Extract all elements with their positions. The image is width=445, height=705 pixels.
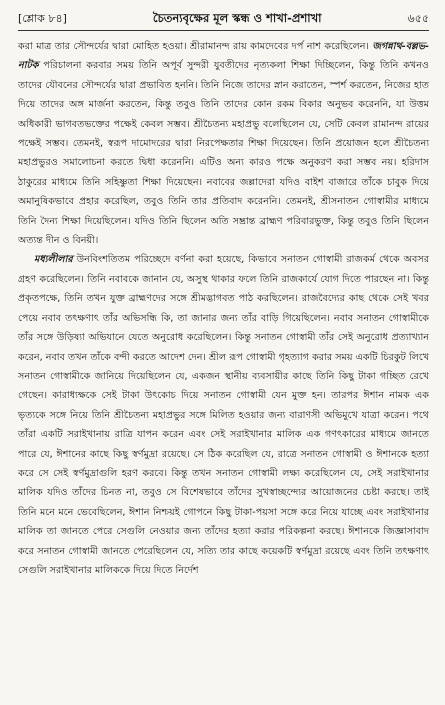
paragraph-2 <box>18 250 429 580</box>
body-text <box>18 37 429 580</box>
paragraph-2-emphasis: মধ্যলীলার <box>34 254 73 266</box>
paragraph-1-text-a: করা মাত্র তার সৌন্দর্যের দ্বারা মোহিত হওয়া। শ্রীরামানন্দ রায় কামদেবের দর্প নাশ করেছিলেন। <box>18 41 373 52</box>
header-divider <box>18 30 429 31</box>
page-number: ৬৫৫ <box>407 12 429 25</box>
paragraph-2-text-b: উনবিংশতিতম পরিচ্ছেদে বর্ণনা করা হয়েছে, কিভাবে সনাতন গোস্বামী রাজকর্ম থেকে অবসর গ্রহণ করেছিলেন। তিনি নবাবকে জানান যে, অসুস্থ থাকার ফলে তিনি রাজকার্যে যোগ দিতে পারছেন না। কিন্তু প্রকৃতপক্ষে, তিনি তখন যুক্ত ব্রাহ্মণদের সঙ্গে শ্রীমদ্ভাগবত পাঠ করছিলেন। রাজবৈদ্যের কাছ থেকে সেই খবর পেয়ে নবাব তৎক্ষণাৎ তাঁর অভিসন্ধি কি, তা জানার জন্য তাঁর বাড়ি গিয়েছিলেন। নবাব সনাতন গোস্বামীকে তাঁর সঙ্গে উড়িষ্যা অভিযানে যেতে অনুরোধ করেছিলেন। কিন্তু সনাতন গোস্বামী তাঁর সেই অনুরোধ প্রত্যাখ্যান করেন, নবাব তখন তাঁকে বন্দী করতে আদেশ দেন। শ্রীল রূপ গোস্বামী গৃহত্যাগ করার সময় একটি চিরকুট লিখে সনাতন গোস্বামীকে জানিয়ে দিয়েছিলেন যে, একজন স্থানীয় ব্যবসায়ীর কাছে তিনি কিছু টাকা গচ্ছিত রেখে গেছেন। কারাধ্যক্ষকে সেই টাকা উৎকোচ দিয়ে সনাতন গোস্বামী যেন মুক্ত হন। তারপর ঈশান নামক এক ভৃত্যকে সঙ্গে নিয়ে তিনি শ্রীচৈতন্য মহাপ্রভুর সঙ্গে মিলিত হওয়ার জন্য বারাণসী অভিমুখে যাত্রা করেন। পথে তাঁরা একটি সরাইখানায় রাত্রি যাপন করেন এবং সেই সরাইখানার মালিক এক গণৎকারের মাধ্যমে জানতে পারে যে, ঈশানের কাছে কিছু স্বর্ণমুদ্রা রয়েছে। সে ঠিক করেছিল যে, রাত্রে সনাতন গোস্বামী ও ঈশানকে হত্যা করে সে সেই স্বর্ণমুদ্রাগুলি হরণ করবে। কিন্তু তখন সনাতন গোস্বামী লক্ষ্য করেছিলেন যে, সেই সরাইখানার মালিক যদিও তাঁদের চিনত না, তবুও সে বিশেষভাবে তাঁদের সুখস্বাচ্ছন্দ্যের আয়োজনের চেষ্টা করছে। তাই তিনি মনে মনে ভেবেছিলেন, ঈশান নিশ্চয়ই গোপনে কিছু টাকা-পয়সা সঙ্গে করে নিয়ে যাচ্ছে এবং সরাইখানার মালিক তা জানতে পেরে সেগুলি নেওয়ার জন্য তাঁদের হত্যা করার পরিকল্পনা করছে। ঈশানকে জিজ্ঞাসাবাদ করে সনাতন গোস্বামী জানতে পেরেছিলেন যে, সত্যি তার কাছে কয়েকটি স্বর্ণমুদ্রা রয়েছে এবং তিনি তৎক্ষণাৎ সেগুলি সরাইখানার মালিককে দিয়ে দিতে নির্দেশ <box>18 254 429 576</box>
chapter-title: চৈতন্যবৃক্ষের মূল স্কন্ধ ও শাখা-প্রশাখা <box>152 11 322 25</box>
paragraph-1 <box>18 37 429 250</box>
paragraph-1-emphasis: জগন্নাথ-বল্লভ-নাটক <box>18 41 429 72</box>
paragraph-1-text-b: পরিচালনা করবার সময় তিনি অপূর্ব সুন্দরী যুবতীদের নৃত্যকলা শিক্ষা দিচ্ছিলেন, কিন্তু তিনি কখনও তাদের যৌবনের সৌন্দর্যের দ্বারা প্রভাবিত হননি। তিনি নিজে তাদের স্নান করাতেন, স্পর্শ করতেন, নিজের হাত দিয়ে তাদের অঙ্গ মার্জনা করতেন, কিন্তু তবুও তিনি তাদের কোন রকম বিকার অনুভব করেননি, যা উত্তম অধিকারী ভাগবতভক্তের পক্ষেই কেবল সম্ভব। শ্রীচৈতন্য মহাপ্রভু বলেছিলেন যে, সেটি কেবল রামানন্দ রায়ের পক্ষেই সম্ভব। তেমনই, স্বরূপ দামোদরের দ্বারা নিরপেক্ষতার শিক্ষা দিয়েছেন। তিনি প্রয়োজন হলে শ্রীচৈতন্য মহাপ্রভুরও সমালোচনা করতে দ্বিধা করেননি। এটিও অন্য কারও পক্ষে অনুকরণ করা সম্ভব নয়। হরিদাস ঠাকুরের মাধ্যমে তিনি সহিষ্ণুতা শিক্ষা দিয়েছেন। নবাবের জল্লাদেরা যদিও বাইশ বাজারে তাঁকে চাবুক দিয়ে অমানুষিকভাবে প্রহার করেছিল, তবুও তিনি তার প্রতিবাদ করেননি। তেমনই, শ্রীসনাতন গোস্বামীর মাধ্যমে তিনি দৈন্য শিক্ষা দিয়েছিলেন। যদিও তিনি ছিলেন অতি সম্ভ্রান্ত ব্রাহ্মণ পরিবারভুক্ত, কিন্তু তবুও তিনি ছিলেন অত্যন্ত দীন ও বিনয়ী। <box>18 60 429 247</box>
running-header <box>18 10 429 27</box>
verse-reference: [শ্লোক ৮৪] <box>18 12 67 25</box>
